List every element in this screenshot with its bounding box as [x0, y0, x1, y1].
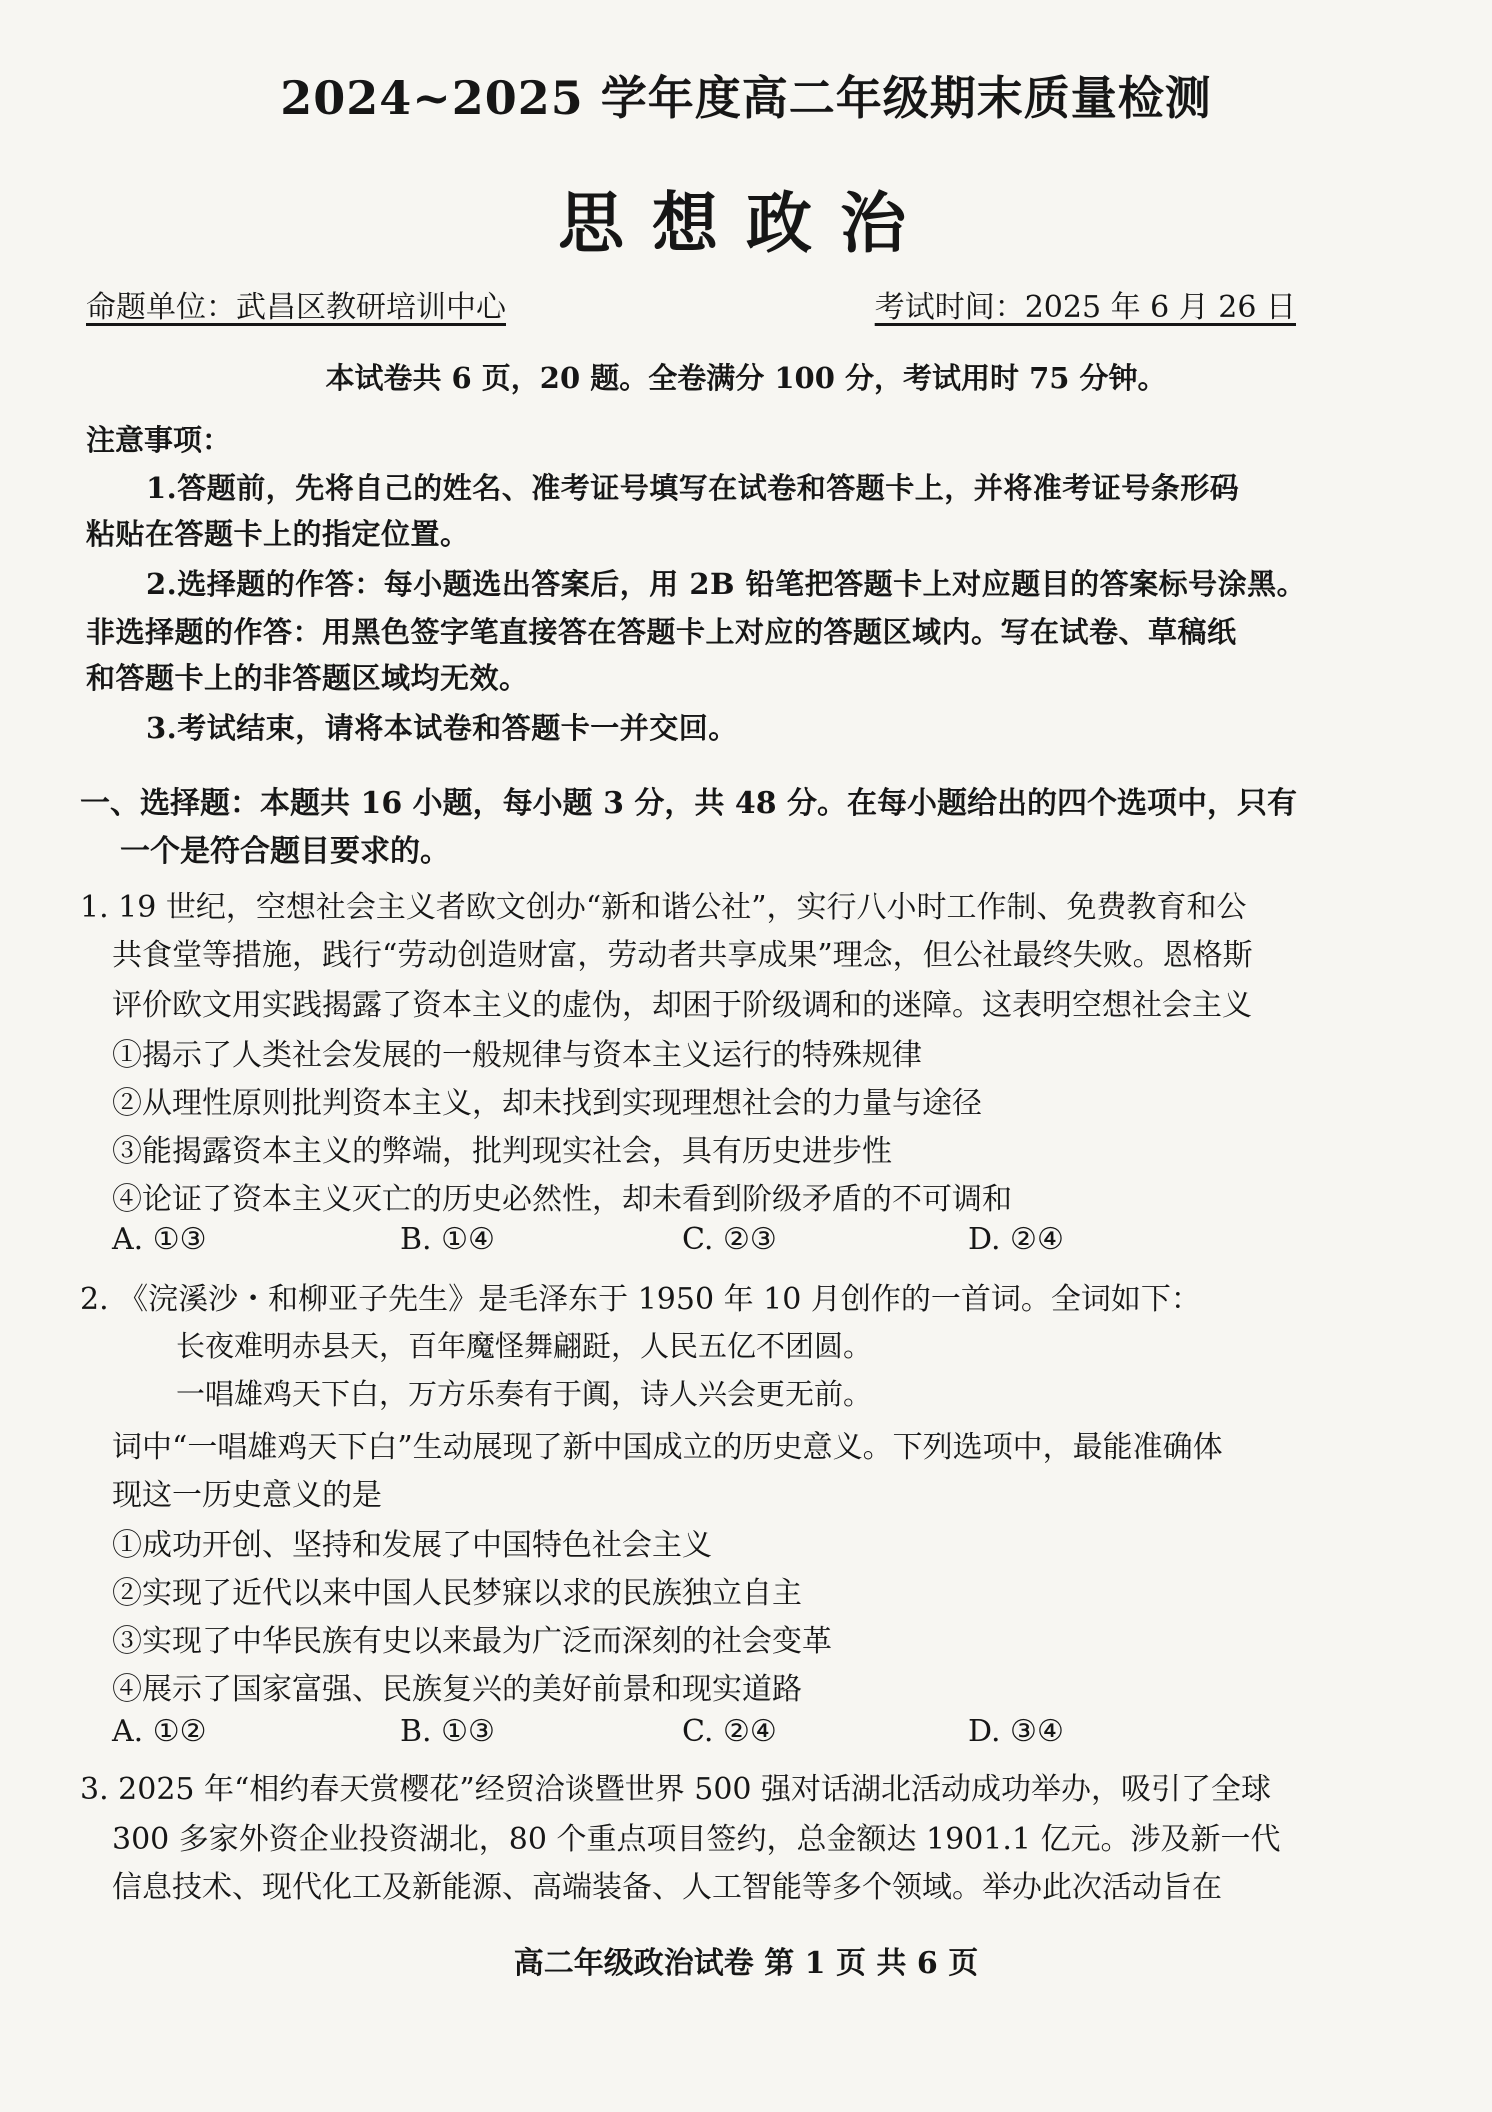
q2-option-a: A. ①②	[112, 1714, 207, 1749]
notice-line: 和答题卡上的非答题区域均无效。	[86, 661, 529, 695]
q2-item: ①成功开创、坚持和发展了中国特色社会主义	[112, 1528, 712, 1563]
q1-option-a: A. ①③	[112, 1222, 207, 1257]
q3-stem: 300 多家外资企业投资湖北，80 个重点项目签约，总金额达 1901.1 亿元。涉及新一代	[112, 1822, 1281, 1857]
q1-item: ④论证了资本主义灭亡的历史必然性，却未看到阶级矛盾的不可调和	[112, 1182, 1012, 1217]
q1-option-c: C. ②③	[682, 1222, 777, 1257]
notice-line: 1.答题前，先将自己的姓名、准考证号填写在试卷和答题卡上，并将准考证号条形码	[146, 471, 1240, 505]
q2-item: ④展示了国家富强、民族复兴的美好前景和现实道路	[112, 1672, 802, 1707]
q2-option-d: D. ③④	[968, 1714, 1064, 1749]
q1-item: ②从理性原则批判资本主义，却未找到实现理想社会的力量与途径	[112, 1086, 982, 1121]
subject-title: 思想政治	[558, 184, 934, 262]
q2-option-b: B. ①③	[400, 1714, 495, 1749]
q2-poem-line: 长夜难明赤县天，百年魔怪舞翩跹，人民五亿不团圆。	[176, 1329, 873, 1363]
notice-title: 注意事项：	[86, 423, 232, 457]
q1-stem: 评价欧文用实践揭露了资本主义的虚伪，却困于阶级调和的迷障。这表明空想社会主义	[112, 988, 1252, 1023]
q3-stem: 3. 2025 年“相约春天赏樱花”经贸洽谈暨世界 500 强对话湖北活动成功举办，吸引了全球	[80, 1772, 1272, 1807]
setter-unit: 命题单位：武昌区教研培训中心	[86, 290, 506, 325]
q2-poem-line: 一唱雄鸡天下白，万方乐奏有于阗，诗人兴会更无前。	[176, 1377, 873, 1411]
q2-item: ③实现了中华民族有史以来最为广泛而深刻的社会变革	[112, 1624, 832, 1659]
q2-item: ②实现了近代以来中国人民梦寐以求的民族独立自主	[112, 1576, 802, 1611]
q1-option-b: B. ①④	[400, 1222, 495, 1257]
q2-option-c: C. ②④	[682, 1714, 777, 1749]
exam-title: 2024~2025 学年度高二年级期末质量检测	[280, 71, 1212, 125]
exam-summary: 本试卷共 6 页，20 题。全卷满分 100 分，考试用时 75 分钟。	[325, 361, 1167, 395]
q2-stem: 现这一历史意义的是	[112, 1478, 382, 1513]
q1-option-d: D. ②④	[968, 1222, 1064, 1257]
notice-line: 2.选择题的作答：每小题选出答案后，用 2B 铅笔把答题卡上对应题目的答案标号涂黑。	[146, 567, 1307, 601]
q1-stem: 1. 19 世纪，空想社会主义者欧文创办“新和谐公社”，实行八小时工作制、免费教育和公	[80, 890, 1247, 925]
page-footer: 高二年级政治试卷 第 1 页 共 6 页	[513, 1946, 979, 1981]
q1-item: ③能揭露资本主义的弊端，批判现实社会，具有历史进步性	[112, 1134, 892, 1169]
q3-stem: 信息技术、现代化工及新能源、高端装备、人工智能等多个领域。举办此次活动旨在	[112, 1870, 1222, 1905]
section-heading: 一、选择题：本题共 16 小题，每小题 3 分，共 48 分。在每小题给出的四个选项中，只有	[80, 786, 1298, 821]
section-heading-cont: 一个是符合题目要求的。	[120, 834, 450, 869]
q2-stem: 词中“一唱雄鸡天下白”生动展现了新中国成立的历史意义。下列选项中，最能准确体	[112, 1430, 1223, 1465]
notice-line: 粘贴在答题卡上的指定位置。	[86, 517, 470, 551]
q2-stem: 2. 《浣溪沙・和柳亚子先生》是毛泽东于 1950 年 10 月创作的一首词。全词如下：	[80, 1282, 1201, 1317]
q1-stem: 共食堂等措施，践行“劳动创造财富，劳动者共享成果”理念，但公社最终失败。恩格斯	[112, 938, 1253, 973]
notice-line: 3.考试结束，请将本试卷和答题卡一并交回。	[146, 711, 738, 745]
notice-line: 非选择题的作答：用黑色签字笔直接答在答题卡上对应的答题区域内。写在试卷、草稿纸	[86, 615, 1237, 649]
exam-time: 考试时间：2025 年 6 月 26 日	[874, 290, 1296, 325]
q1-item: ①揭示了人类社会发展的一般规律与资本主义运行的特殊规律	[112, 1038, 922, 1073]
